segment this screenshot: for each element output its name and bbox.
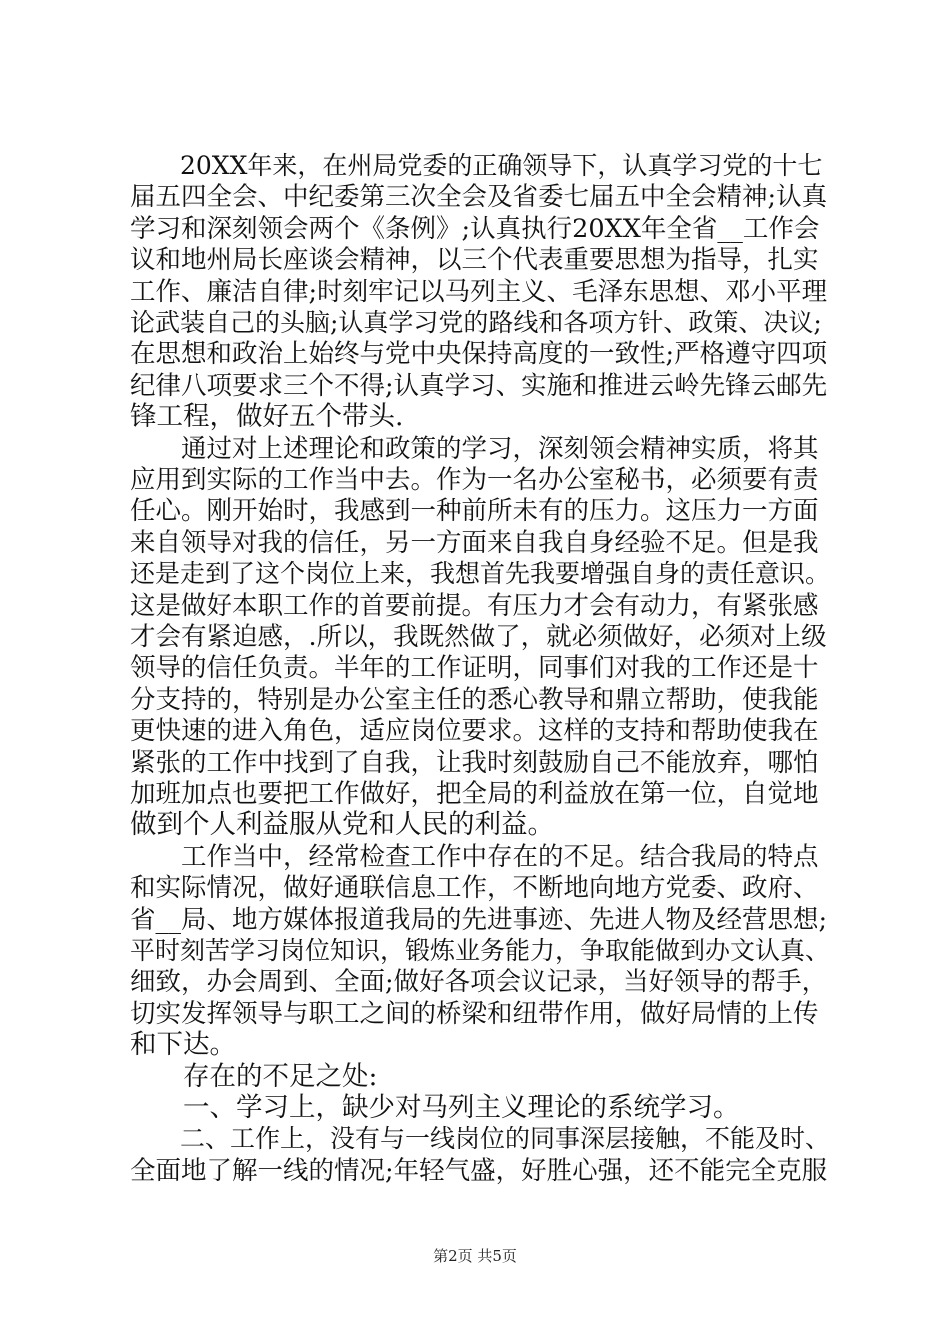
text-line: 和实际情况，做好通联信息工作，不断地向地方党委、政府、 — [130, 873, 819, 904]
text-line: 二、工作上，没有与一线岗位的同事深层接触，不能及时、 — [130, 1124, 831, 1154]
text-line: 届五四全会、中纪委第三次全会及省委七届五中全会精神;认真 — [130, 182, 828, 213]
text-line: 工作、廉洁自律;时刻牢记以马列主义、毛泽东思想、邓小平理 — [130, 276, 828, 307]
text-line: 细致，办会周到、全面;做好各项会议记录，当好领导的帮手， — [130, 967, 828, 998]
text-line: 锋工程，做好五个带头. — [130, 401, 404, 433]
text-line: 工作当中，经常检查工作中存在的不足。结合我局的特点 — [130, 841, 819, 872]
text-line: 一、学习上，缺少对马列主义理论的系统学习。 — [130, 1092, 740, 1123]
text-line: 通过对上述理论和政策的学习，深刻领会精神实质，将其 — [130, 433, 819, 464]
text-line: 学习和深刻领会两个《条例》;认真执行20XX年全省__工作会 — [130, 213, 820, 244]
text-line: 存在的不足之处: — [130, 1060, 378, 1092]
text-line: 平时刻苦学习岗位知识，锻炼业务能力，争取能做到办文认真、 — [130, 936, 831, 965]
text-line: 加班加点也要把工作做好，把全局的利益放在第一位，自觉地 — [130, 779, 819, 809]
text-line: 还是走到了这个岗位上来，我想首先我要增强自身的责任意识。 — [130, 559, 831, 589]
text-line: 紧张的工作中找到了自我，让我时刻鼓励自己不能放弃，哪怕 — [130, 747, 819, 778]
text-line: 这是做好本职工作的首要前提。有压力才会有动力，有紧张感 — [130, 590, 819, 621]
text-line: 领导的信任负责。半年的工作证明，同事们对我的工作还是十 — [130, 653, 819, 684]
text-line: 全面地了解一线的情况;年轻气盛，好胜心强，还不能完全克服 — [130, 1155, 828, 1186]
text-line: 来自领导对我的信任，另一方面来自我自身经验不足。但是我 — [130, 527, 819, 558]
text-line: 在思想和政治上始终与党中央保持高度的一致性;严格遵守四项 — [130, 339, 828, 370]
page-footer: 第2页 共5页 — [433, 1247, 517, 1265]
text-line: 应用到实际的工作当中去。作为一名办公室秘书，必须要有责 — [130, 465, 819, 495]
text-line: 和下达。 — [130, 1029, 236, 1061]
text-line: 才会有紧迫感，.所以，我既然做了，就必须做好，必须对上级 — [130, 622, 827, 652]
text-line: 任心。刚开始时，我感到一种前所未有的压力。这压力一方面 — [130, 496, 819, 527]
text-line: 做到个人利益服从党和人民的利益。 — [130, 809, 554, 841]
text-line: 分支持的，特别是办公室主任的悉心教导和鼎立帮助，使我能 — [130, 684, 819, 715]
text-line: 更快速的进入角色，适应岗位要求。这样的支持和帮助使我在 — [130, 716, 819, 747]
text-line: 切实发挥领导与职工之间的桥梁和纽带作用，做好局情的上传 — [130, 998, 819, 1029]
text-line: 议和地州局长座谈会精神，以三个代表重要思想为指导，扎实 — [130, 245, 819, 276]
text-line: 论武装自己的头脑;认真学习党的路线和各项方针、政策、决议; — [130, 308, 822, 337]
text-line: 20XX年来，在州局党委的正确领导下，认真学习党的十七 — [130, 151, 823, 180]
text-line: 纪律八项要求三个不得;认真学习、实施和推进云岭先锋云邮先 — [130, 370, 828, 401]
text-line: 省__局、地方媒体报道我局的先进事迹、先进人物及经营思想; — [130, 904, 828, 935]
